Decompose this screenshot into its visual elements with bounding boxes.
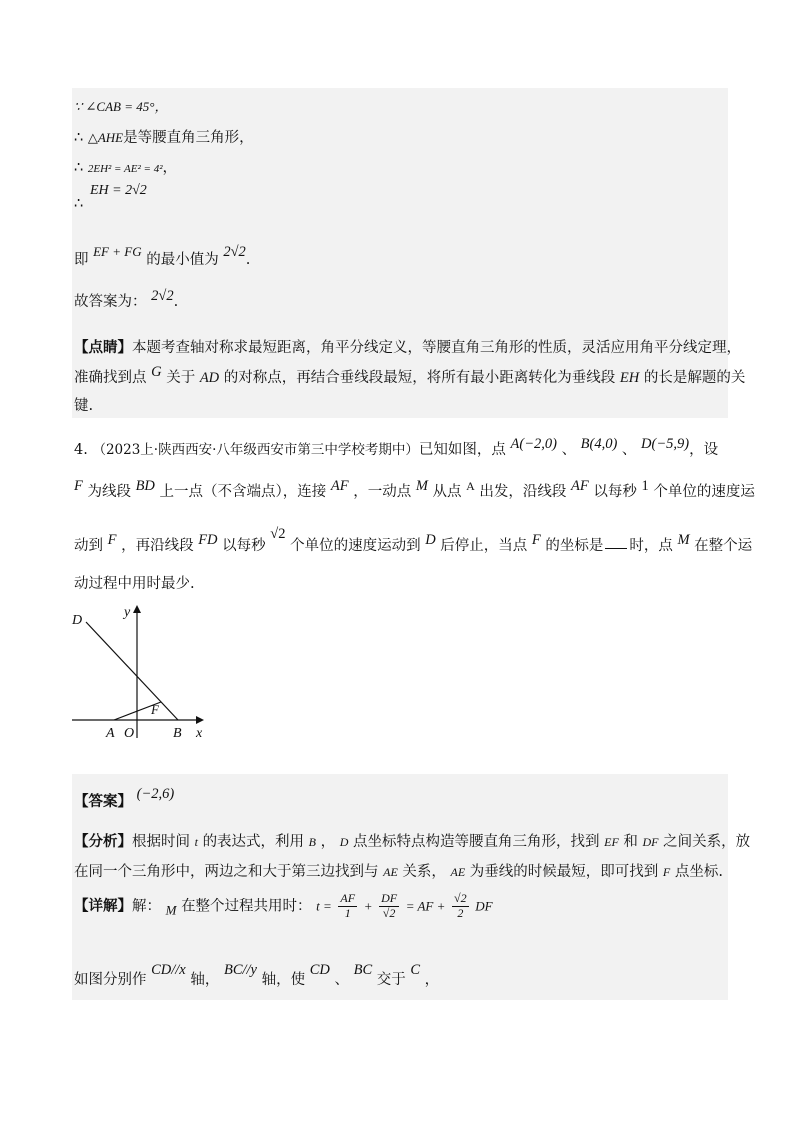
label-y: y — [124, 605, 131, 620]
line-eh-squared: ∴ 2EH² = AE² = 4²， — [74, 160, 177, 176]
construction-line: 如图分别作 CD//x 轴， BC//y 轴，使 CD 、 BC 交于 C ， — [74, 962, 440, 988]
label-b: B — [173, 726, 182, 741]
line-answer-is: 故答案为： 2√2. — [74, 288, 179, 310]
x-axis-arrow — [196, 716, 204, 724]
math-angle-cab: ∵ ∠CAB = 45°， — [74, 99, 168, 114]
question-4 — [72, 420, 755, 600]
solution-block-bottom — [72, 774, 751, 1000]
question-line3: 动到 F ，再沿线段 FD 以每秒 √2 个单位的速度运动到 D 后停止，当点 F 的坐标是 时，点 M 在整个运 — [74, 526, 753, 554]
detail-line: 【详解】解： M 在整个过程共用时： t = $\frac{AF}{1}$ + $\frac{DF}{√2}$ = AF + $\frac{√2}{2}$ DF — [74, 891, 493, 920]
dianjing-line2: 准确找到点 G 关于 AD 的对称点，再结合垂线段最短，将所有最小距离转化为垂线段 EH 的长是解题的关 — [74, 364, 746, 386]
label-d: D — [72, 613, 83, 628]
analysis-line1: 【分析】根据时间 t 的表达式，利用 B ， D 点坐标特点构造等腰直角三角形，找到 EF 和 DF 之间关系，放 — [74, 833, 751, 850]
fraction-af-1: $\frac{AF}{1}$ — [340, 891, 356, 920]
line-angle — [74, 96, 167, 115]
fraction-sqrt2-2: $\frac{√2}{2}$ — [454, 891, 467, 920]
answer-line: 【答案】 (−2,6) — [74, 786, 175, 810]
label-o: O — [124, 726, 135, 741]
fraction-df-sqrt2: $\frac{DF}{√2}$ — [381, 891, 398, 920]
label-f: F — [151, 702, 159, 717]
analysis-line2: 在同一个三角形中，两边之和大于第三边找到与 AE 关系， AE 为垂线的时候最短，即可找到 F 点坐标. — [74, 864, 723, 880]
question-line2: F 为线段 BD 上一点（不含端点），连接 AF ，一动点 M 从点 $^A$ 出发，沿线段 AF 以每秒 1 个单位的速度运 — [74, 478, 755, 500]
question-line4: 动过程中用时最少. — [74, 576, 195, 592]
line-min-value: 即 EF + FG 的最小值为 2√2. — [74, 244, 251, 268]
y-axis-arrow — [133, 605, 141, 613]
answer-blank — [605, 548, 627, 549]
solution-block-top — [72, 88, 746, 418]
label-a: A — [106, 726, 115, 741]
line-triangle: ∴ △AHE是等腰直角三角形， — [74, 130, 254, 146]
question-line1: 4. （2023上·陕西西安·八年级西安市第三中学校考期中）已知如图，点 A(−2,0) 、 B(4,0) 、 D(−5,9)，设 — [74, 436, 719, 458]
coordinate-figure — [66, 598, 226, 748]
line-eh-therefore: ∴ — [74, 196, 84, 212]
line-eh-math: EH = 2√2 — [90, 183, 147, 198]
dianjing-line1: 【点睛】本题考查轴对称求最短距离，角平分线定义，等腰直角三角形的性质，灵活应用角平分线定理， — [74, 339, 741, 356]
label-x: x — [196, 726, 203, 741]
dianjing-line3: 键. — [74, 398, 94, 414]
segment-bd — [86, 622, 178, 720]
